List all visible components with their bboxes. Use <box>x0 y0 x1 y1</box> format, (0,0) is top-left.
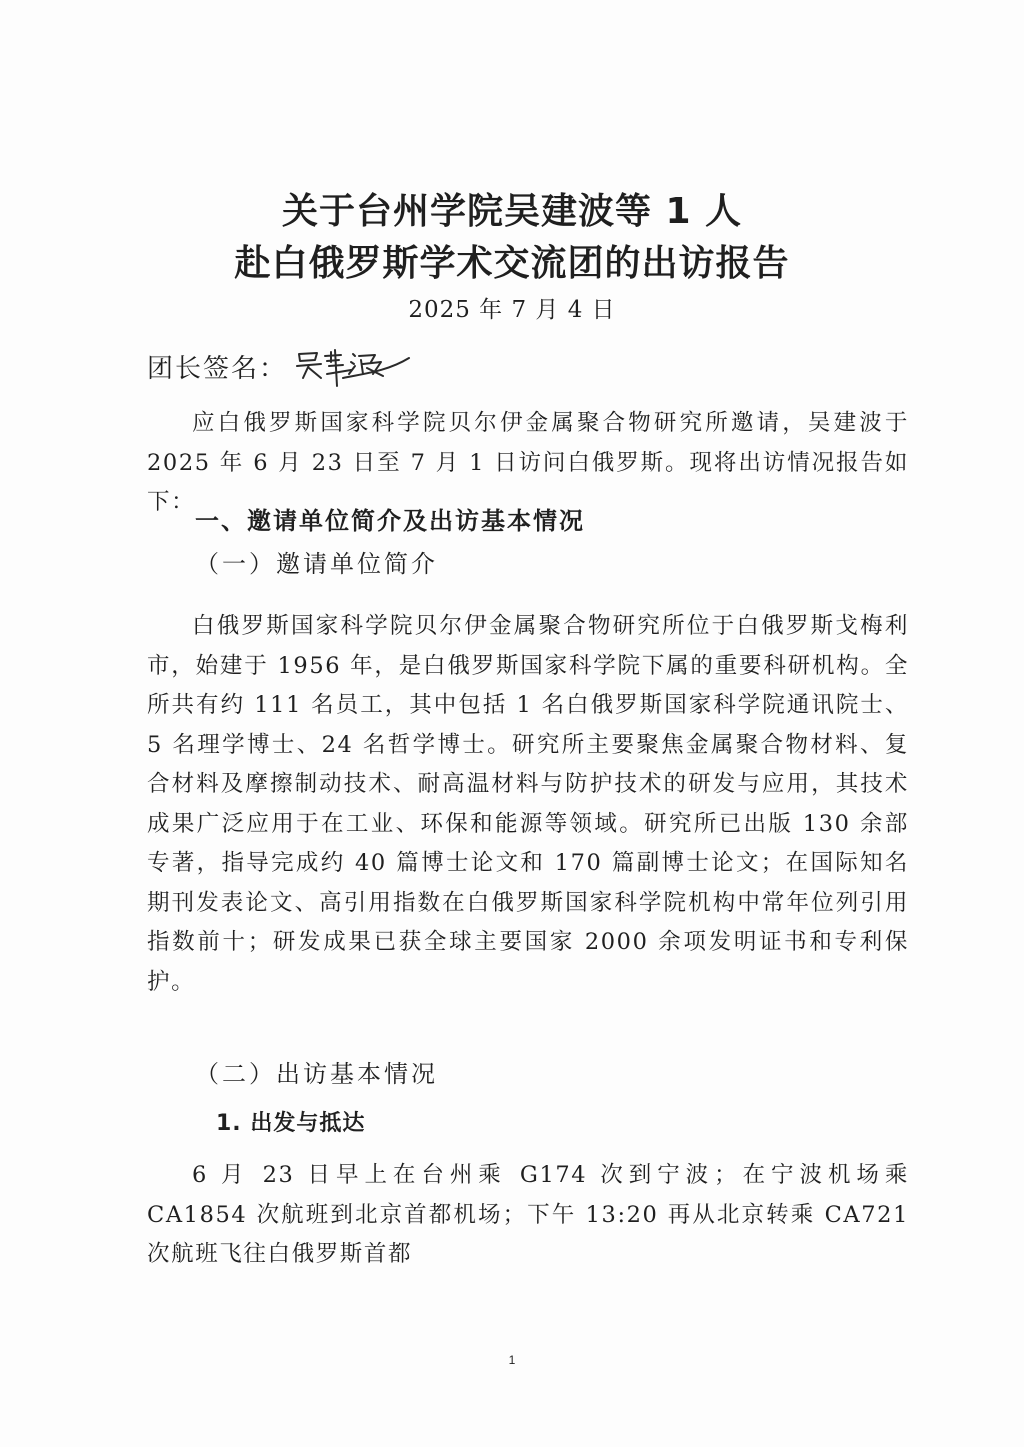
departure-paragraph: 6 月 23 日早上在台州乘 G174 次到宁波；在宁波机场乘 CA1854 次航班到北京首都机场；下午 13:20 再从北京转乘 CA721 次航班飞往白俄罗斯首都 <box>147 1162 909 1267</box>
intro-paragraph: 应白俄罗斯国家科学院贝尔伊金属聚合物研究所邀请，吴建波于 2025 年 6 月 23 日至 7 月 1 日访问白俄罗斯。现将出访情况报告如下： <box>147 410 909 515</box>
page-number: 1 <box>508 1353 516 1367</box>
subsection-heading-1: （一）邀请单位简介 <box>195 550 438 578</box>
subsection-heading-2: （二）出访基本情况 <box>195 1060 438 1088</box>
section-heading-1: 一、邀请单位简介及出访基本情况 <box>195 507 585 535</box>
handwritten-signature <box>291 344 411 388</box>
signature-label: 团长签名： <box>147 353 288 384</box>
document-date: 2025 年 7 月 4 日 <box>408 297 616 323</box>
document-title-line-1: 关于台州学院吴建波等 1 人 <box>281 191 743 232</box>
item-heading-1: 1. 出发与抵达 <box>216 1111 366 1136</box>
signature-row <box>147 344 411 388</box>
institute-intro-paragraph: 白俄罗斯国家科学院贝尔伊金属聚合物研究所位于白俄罗斯戈梅利市，始建于 1956 年，是白俄罗斯国家科学院下属的重要科研机构。全所共有约 111 名员工，其中包括 1 名白俄罗斯国家科学院通讯院士、5 名理学博士、24 名哲学博士。研究所主要聚焦金属聚合物材料、复合材料及摩擦制动技术、耐高温材料与防护技术的研发与应用，其技术成果广泛应用于在工业、环保和能源等领域。研究所已出版 130 余部专著，指导完成约 40 篇博士论文和 170 篇副博士论文；在国际知名期刊发表论文、高引用指数在白俄罗斯国家科学院机构中常年位列引用指数前十；研发成果已获全球主要国家 2000 余项发明证书和专利保护。 <box>147 613 909 995</box>
document-title-line-2: 赴白俄罗斯学术交流团的出访报告 <box>234 243 790 284</box>
